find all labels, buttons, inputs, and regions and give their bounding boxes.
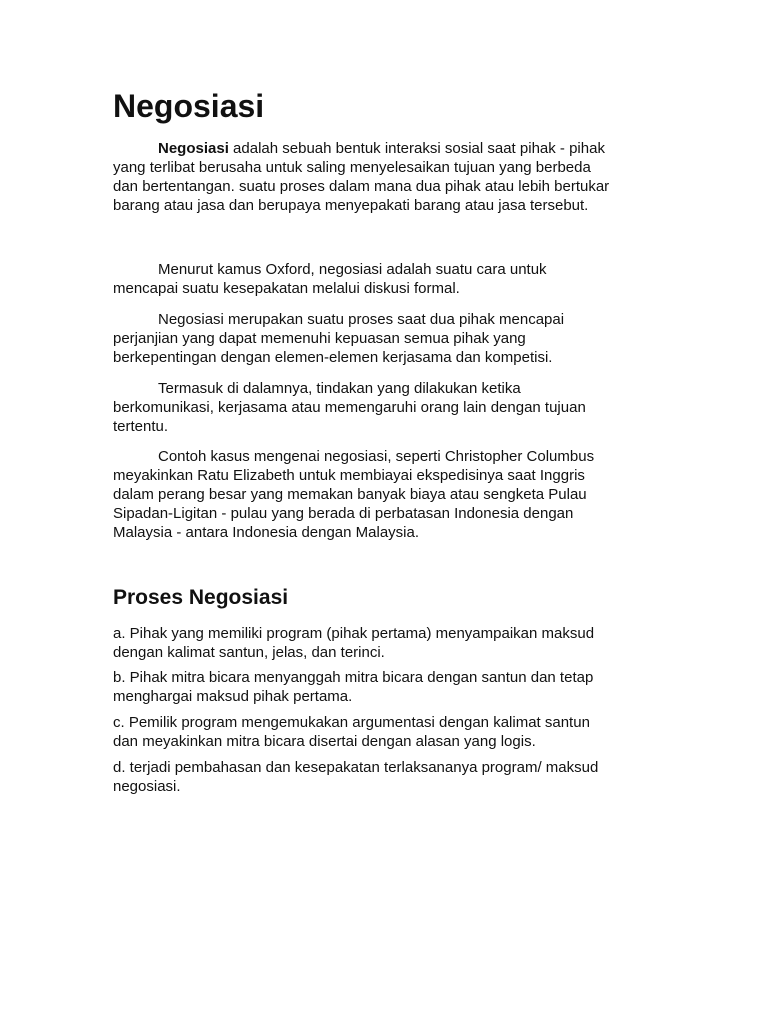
paragraph-termasuk — [113, 379, 653, 436]
intro-line: dan bertentangan. suatu proses dalam mana dua pihak atau lebih bertukar — [113, 178, 610, 195]
paragraph-line: berkepentingan dengan elemen-elemen kerjasama dan kompetisi. — [113, 349, 553, 366]
paragraph-line: perjanjian yang dapat memenuhi kepuasan semua pihak yang — [113, 330, 526, 347]
step-b — [113, 668, 653, 706]
intro-paragraph — [113, 139, 653, 215]
paragraph-line: Menurut kamus Oxford, negosiasi adalah suatu cara untuk — [158, 261, 547, 278]
paragraph-line: Malaysia - antara Indonesia dengan Malaysia. — [113, 524, 420, 541]
paragraph-line: Sipadan-Ligitan - pulau yang berada di perbatasan Indonesia dengan — [113, 505, 574, 522]
step-line: b. Pihak mitra bicara menyanggah mitra bicara dengan santun dan tetap — [113, 669, 594, 686]
paragraph-proses — [113, 310, 653, 367]
paragraph-line: Contoh kasus mengenai negosiasi, seperti Christopher Columbus — [158, 448, 595, 465]
paragraph-line: dalam perang besar yang memakan banyak biaya atau sengketa Pulau — [113, 486, 587, 503]
step-line: dan meyakinkan mitra bicara disertai dengan alasan yang logis. — [113, 733, 536, 750]
intro-line — [113, 139, 653, 158]
paragraph-line: Negosiasi merupakan suatu proses saat dua pihak mencapai — [158, 311, 565, 328]
step-a — [113, 624, 653, 662]
paragraph-contoh — [113, 447, 653, 542]
step-line: d. terjadi pembahasan dan kesepakatan terlaksananya program/ maksud — [113, 759, 599, 776]
step-line: dengan kalimat santun, jelas, dan terinci. — [113, 644, 385, 661]
paragraph-line: berkomunikasi, kerjasama atau memengaruhi orang lain dengan tujuan — [113, 399, 586, 416]
step-line: c. Pemilik program mengemukakan argumentasi dengan kalimat santun — [113, 714, 590, 731]
step-line: menghargai maksud pihak pertama. — [113, 688, 353, 705]
intro-line-rest: adalah sebuah bentuk interaksi sosial saat pihak - pihak — [228, 140, 605, 157]
step-line: negosiasi. — [113, 778, 181, 795]
intro-line: barang atau jasa dan berupaya menyepakati barang atau jasa tersebut. — [113, 197, 589, 214]
step-line: a. Pihak yang memiliki program (pihak pertama) menyampaikan maksud — [113, 625, 595, 642]
paragraph-line: Termasuk di dalamnya, tindakan yang dilakukan ketika — [158, 380, 521, 397]
intro-line: yang terlibat berusaha untuk saling menyelesaikan tujuan yang berbeda — [113, 159, 591, 176]
paragraph-line: tertentu. — [113, 418, 169, 435]
paragraph-line: mencapai suatu kesepakatan melalui diskusi formal. — [113, 280, 460, 297]
step-d — [113, 758, 653, 796]
paragraph-oxford — [113, 260, 653, 298]
section-title: Proses Negosiasi — [113, 586, 289, 609]
page-title: Negosiasi — [113, 88, 265, 124]
bold-term: Negosiasi — [158, 140, 229, 157]
step-c — [113, 713, 653, 751]
paragraph-line: meyakinkan Ratu Elizabeth untuk membiayai ekspedisinya saat Inggris — [113, 467, 585, 484]
